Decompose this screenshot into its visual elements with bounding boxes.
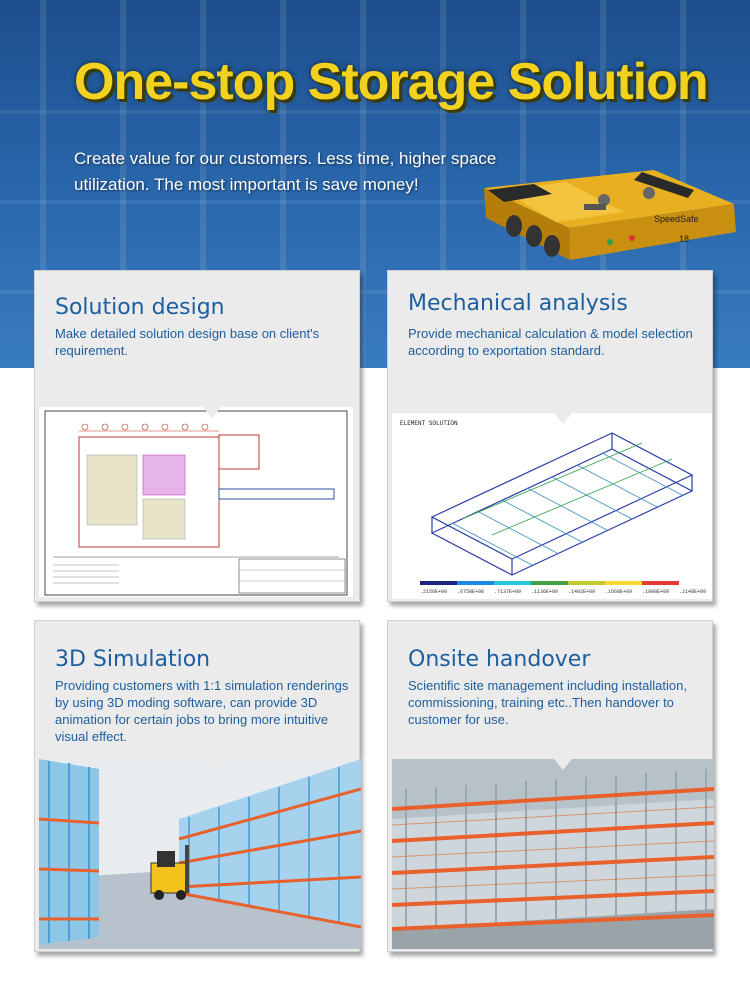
fea-model-image xyxy=(392,413,712,599)
card-onsite-handover xyxy=(387,620,713,952)
card-description: Scientific site management including installation, commissioning, training etc..Then handover to customer for use. xyxy=(408,678,687,727)
card-notch xyxy=(554,413,572,424)
card-3d-simulation xyxy=(34,620,360,952)
card-mechanical-analysis xyxy=(387,270,713,602)
3d-rack-rendering xyxy=(39,759,361,949)
fea-scale-label: .1908E+09 xyxy=(642,589,670,595)
fea-scale-label: .7137E+09 xyxy=(494,589,522,595)
rack-stress-model xyxy=(392,413,712,599)
card-solution-design xyxy=(34,270,360,602)
agv-number-text: 18 xyxy=(679,234,690,244)
card-title: Onsite handover xyxy=(408,647,591,672)
floor-plan-image xyxy=(39,407,353,597)
floor-plan-drawing xyxy=(39,407,353,597)
fea-scale-label: .1136E+09 xyxy=(531,589,559,595)
card-description: Provide mechanical calculation & model selection according to exportation standard. xyxy=(408,326,693,358)
3d-rendering-image xyxy=(39,759,361,949)
agv-shuttle-image xyxy=(474,160,744,270)
card-title: 3D Simulation xyxy=(55,647,211,672)
installed-rack-photo xyxy=(392,759,714,949)
fea-scale-label: .2148E+09 xyxy=(679,589,707,595)
card-title: Mechanical analysis xyxy=(408,291,628,316)
card-description: Make detailed solution design base on client's requirement. xyxy=(55,326,320,358)
fea-scale-label: .1668E+09 xyxy=(605,589,633,595)
fea-header-text: ELEMENT SOLUTION xyxy=(400,420,458,427)
card-notch xyxy=(203,407,221,418)
card-title: Solution design xyxy=(55,295,225,320)
card-notch xyxy=(201,759,219,770)
page-headline: One-stop Storage Solution xyxy=(74,53,708,111)
agv-brand-text: SpeedSafe xyxy=(654,214,699,224)
card-notch xyxy=(554,759,572,770)
fea-scale-label: .1492E+09 xyxy=(568,589,596,595)
fea-scale-label: .6758E+08 xyxy=(457,589,485,595)
fea-scale-label: .2156E+09 xyxy=(420,589,448,595)
hero-subtext: Create value for our customers. Less time, higher space utilization. The most important is save money! xyxy=(74,149,497,194)
card-description: Providing customers with 1:1 simulation renderings by using 3D moding software, can provide 3D animation for certain jobs to bring more intuitive visual effect. xyxy=(55,678,349,744)
onsite-photo-image xyxy=(392,759,714,949)
